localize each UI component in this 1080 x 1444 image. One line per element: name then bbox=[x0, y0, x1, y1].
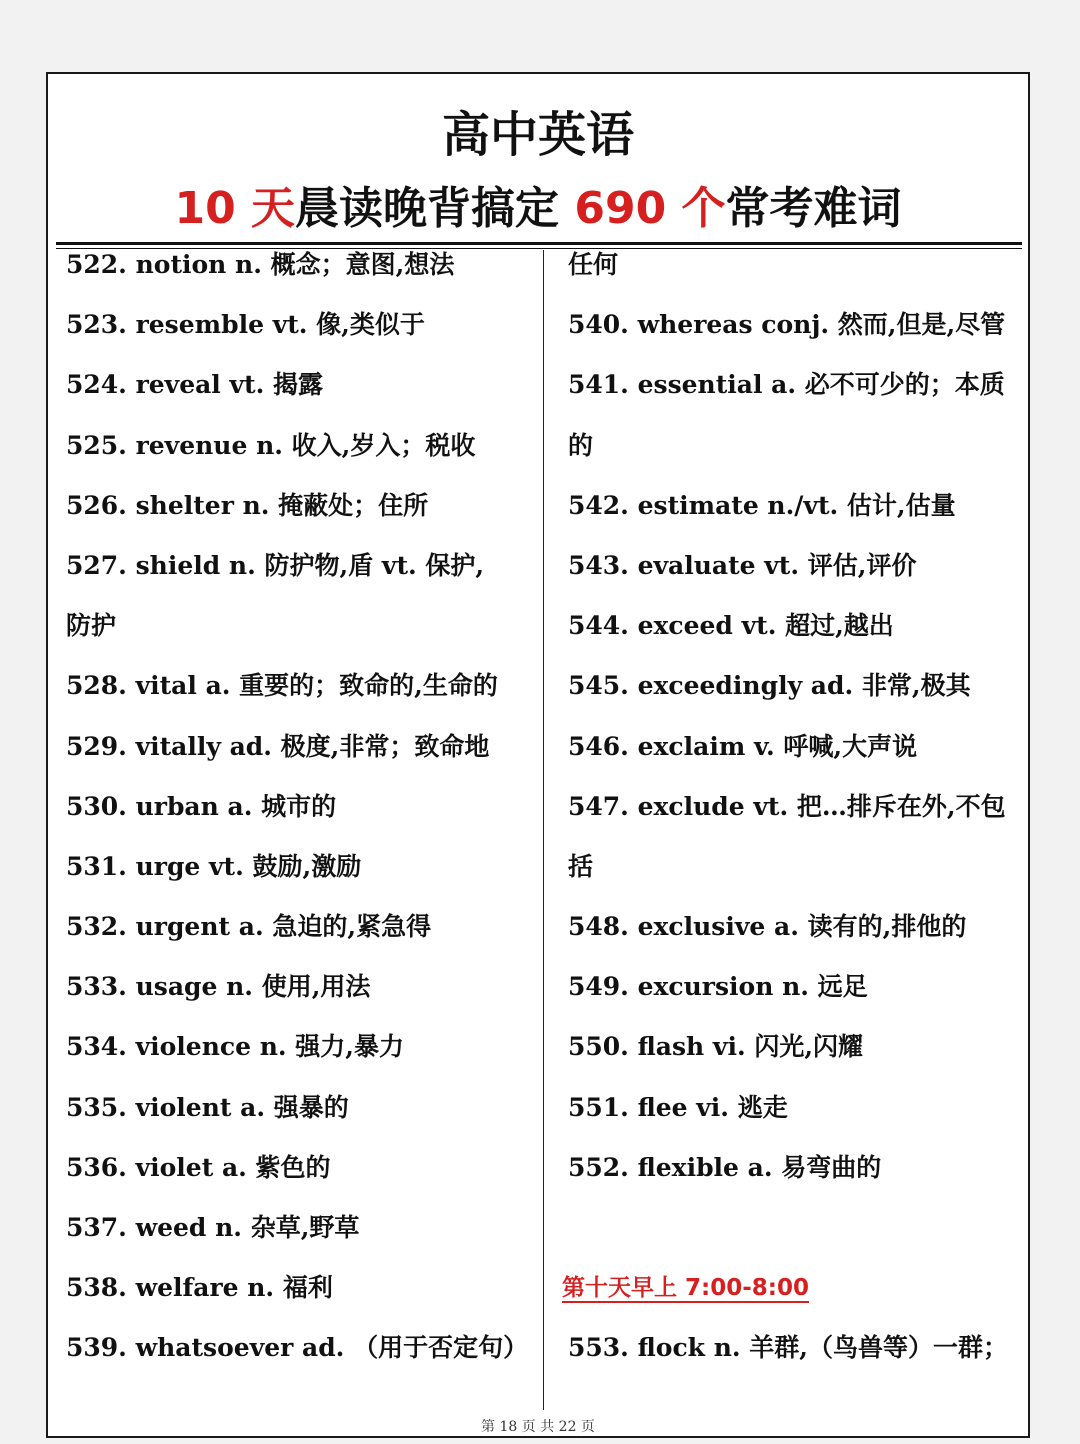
subtitle-part: 10 天 bbox=[174, 183, 296, 234]
vocab-line: 531. urge vt. 鼓励,激励 bbox=[66, 851, 362, 881]
right-column bbox=[562, 250, 1028, 1394]
blank-line bbox=[568, 1213, 1028, 1273]
vocab-line: 546. exclaim v. 呼喊,大声说 bbox=[568, 731, 918, 761]
vocab-line: 547. exclude vt. 把…排斥在外,不包 bbox=[568, 791, 1006, 821]
vocab-line: 527. shield n. 防护物,盾 vt. 保护, bbox=[66, 550, 485, 580]
vocab-line: 538. welfare n. 福利 bbox=[66, 1273, 333, 1303]
vocab-line: 545. exceedingly ad. 非常,极其 bbox=[568, 671, 971, 701]
vocab-line: 括 bbox=[568, 851, 594, 881]
vocab-line: 525. revenue n. 收入,岁入；税收 bbox=[66, 430, 476, 460]
header-rule bbox=[56, 242, 1022, 245]
vocab-line: 549. excursion n. 远足 bbox=[568, 972, 868, 1002]
vocab-line: 523. resemble vt. 像,类似于 bbox=[66, 310, 425, 340]
vocab-line: 532. urgent a. 急迫的,紧急得 bbox=[66, 912, 432, 942]
vocab-line: 543. evaluate vt. 评估,评价 bbox=[568, 550, 917, 580]
vocab-line: 542. estimate n./vt. 估计,估量 bbox=[568, 490, 956, 520]
vocab-line: 528. vital a. 重要的；致命的,生命的 bbox=[66, 671, 498, 701]
vocab-line: 的 bbox=[568, 430, 594, 460]
vocab-line: 553. flock n. 羊群,（鸟兽等）一群； bbox=[568, 1333, 1008, 1363]
page-title: 高中英语 bbox=[441, 107, 634, 163]
vocab-line: 541. essential a. 必不可少的；本质 bbox=[568, 370, 1005, 400]
page-footer: 第 18 页 共 22 页 bbox=[481, 1419, 595, 1435]
vocab-line: 526. shelter n. 掩蔽处；住所 bbox=[66, 490, 429, 520]
vocab-line: 544. exceed vt. 超过,越出 bbox=[568, 611, 894, 641]
document-page bbox=[46, 72, 1030, 1438]
page-subtitle bbox=[48, 172, 1028, 236]
vocab-line: 522. notion n. 概念；意图,想法 bbox=[66, 250, 455, 279]
header-rule-thin bbox=[56, 248, 1022, 249]
vocab-line: 551. flee vi. 逃走 bbox=[568, 1092, 788, 1122]
vocab-line: 530. urban a. 城市的 bbox=[66, 791, 337, 821]
column-divider bbox=[543, 250, 544, 1410]
vocab-line: 529. vitally ad. 极度,非常；致命地 bbox=[66, 731, 490, 761]
vocab-line: 550. flash vi. 闪光,闪耀 bbox=[568, 1032, 864, 1062]
vocab-line: 536. violet a. 紫色的 bbox=[66, 1152, 331, 1182]
vocab-line: 537. weed n. 杂草,野草 bbox=[66, 1213, 360, 1242]
vocab-line: 540. whereas conj. 然而,但是,尽管 bbox=[568, 310, 1006, 340]
vocab-line: 防护 bbox=[66, 611, 117, 641]
subtitle-part: 晨读晚背搞定 bbox=[295, 183, 575, 234]
vocab-line: 539. whatsoever ad. （用于否定句） bbox=[66, 1333, 529, 1363]
vocab-line: 524. reveal vt. 揭露 bbox=[66, 370, 323, 400]
vocab-line: 552. flexible a. 易弯曲的 bbox=[568, 1152, 882, 1182]
section-heading: 第十天早上 7:00-8:00 bbox=[562, 1275, 809, 1302]
vocab-line: 548. exclusive a. 读有的,排他的 bbox=[568, 912, 967, 942]
left-column bbox=[66, 250, 536, 1394]
vocab-line: 535. violent a. 强暴的 bbox=[66, 1092, 349, 1122]
vocab-line: 任何 bbox=[568, 250, 619, 279]
subtitle-part: 常考难词 bbox=[725, 183, 902, 234]
vocab-line: 533. usage n. 使用,用法 bbox=[66, 972, 371, 1002]
vocab-line: 534. violence n. 强力,暴力 bbox=[66, 1032, 404, 1062]
subtitle-part: 690 个 bbox=[574, 183, 726, 234]
